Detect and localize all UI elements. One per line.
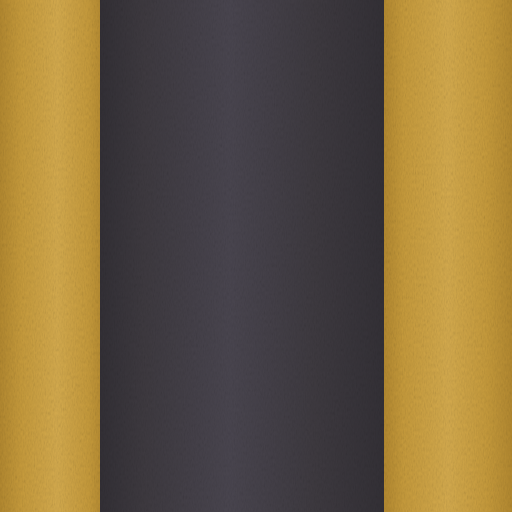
left-gold-stripe bbox=[0, 0, 104, 512]
right-gold-stripe bbox=[384, 0, 512, 512]
center-dark-stripe bbox=[100, 0, 388, 512]
